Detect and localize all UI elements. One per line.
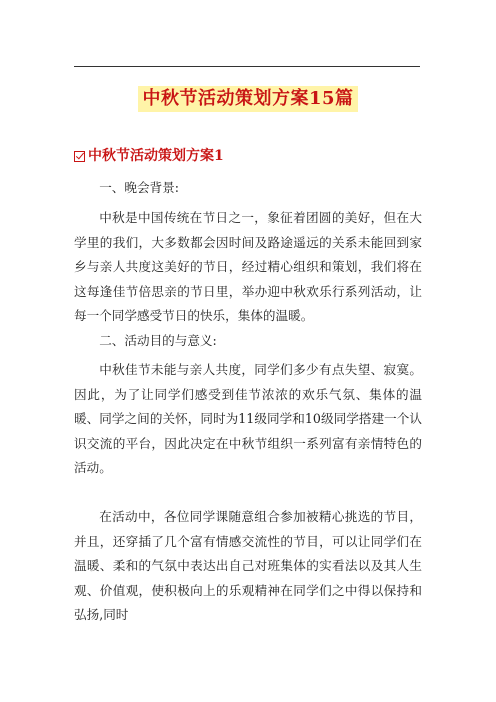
heading-background: 一、晚会背景: <box>99 180 179 195</box>
paragraph-activity-text: 在活动中，各位同学课随意组合参加被精心挑选的节目，并且，还穿插了几个富有情感交流性的节目，可以让同学们在温暖、柔和的气氛中表达出自己对班集体的实看法以及其人生观、价值观，使积极向上的乐观精神在同学们之中得以保持和弘扬,同时 <box>74 509 422 623</box>
heading-purpose: 二、活动目的与意义: <box>99 333 217 348</box>
document-title: 中秋节活动策划方案15篇 <box>138 86 357 112</box>
section-heading <box>74 146 224 166</box>
paragraph-activity <box>74 505 422 628</box>
paragraph-background-text: 中秋是中国传统在节日之一，象征着团圆的美好，但在大学里的我们，大多数都会因时间及路途遥远的关系未能回到家乡与亲人共度这美好的节日，经过精心组织和策划，我们将在这每逢佳节倍思亲的节日里，举办迎中秋欢乐行系列活动，让每一个同学感受节日的快乐，集体的温暖。 <box>74 210 422 324</box>
header-divider <box>74 66 420 67</box>
paragraph-purpose-text: 中秋佳节未能与亲人共度，同学们多少有点失望、寂寞。因此，为了让同学们感受到佳节浓浓的欢乐气氛、集体的温暖、同学之间的关怀，同时为11级同学和10级同学搭建一个认识交流的平台，因此决定在中秋节组织一系列富有亲情特色的活动。 <box>74 362 422 476</box>
paragraph-background <box>74 206 422 329</box>
title-container <box>0 86 496 112</box>
checkbox-checked-icon <box>74 151 85 162</box>
paragraph-purpose <box>74 358 422 481</box>
section-heading-text: 中秋节活动策划方案1 <box>88 148 224 164</box>
